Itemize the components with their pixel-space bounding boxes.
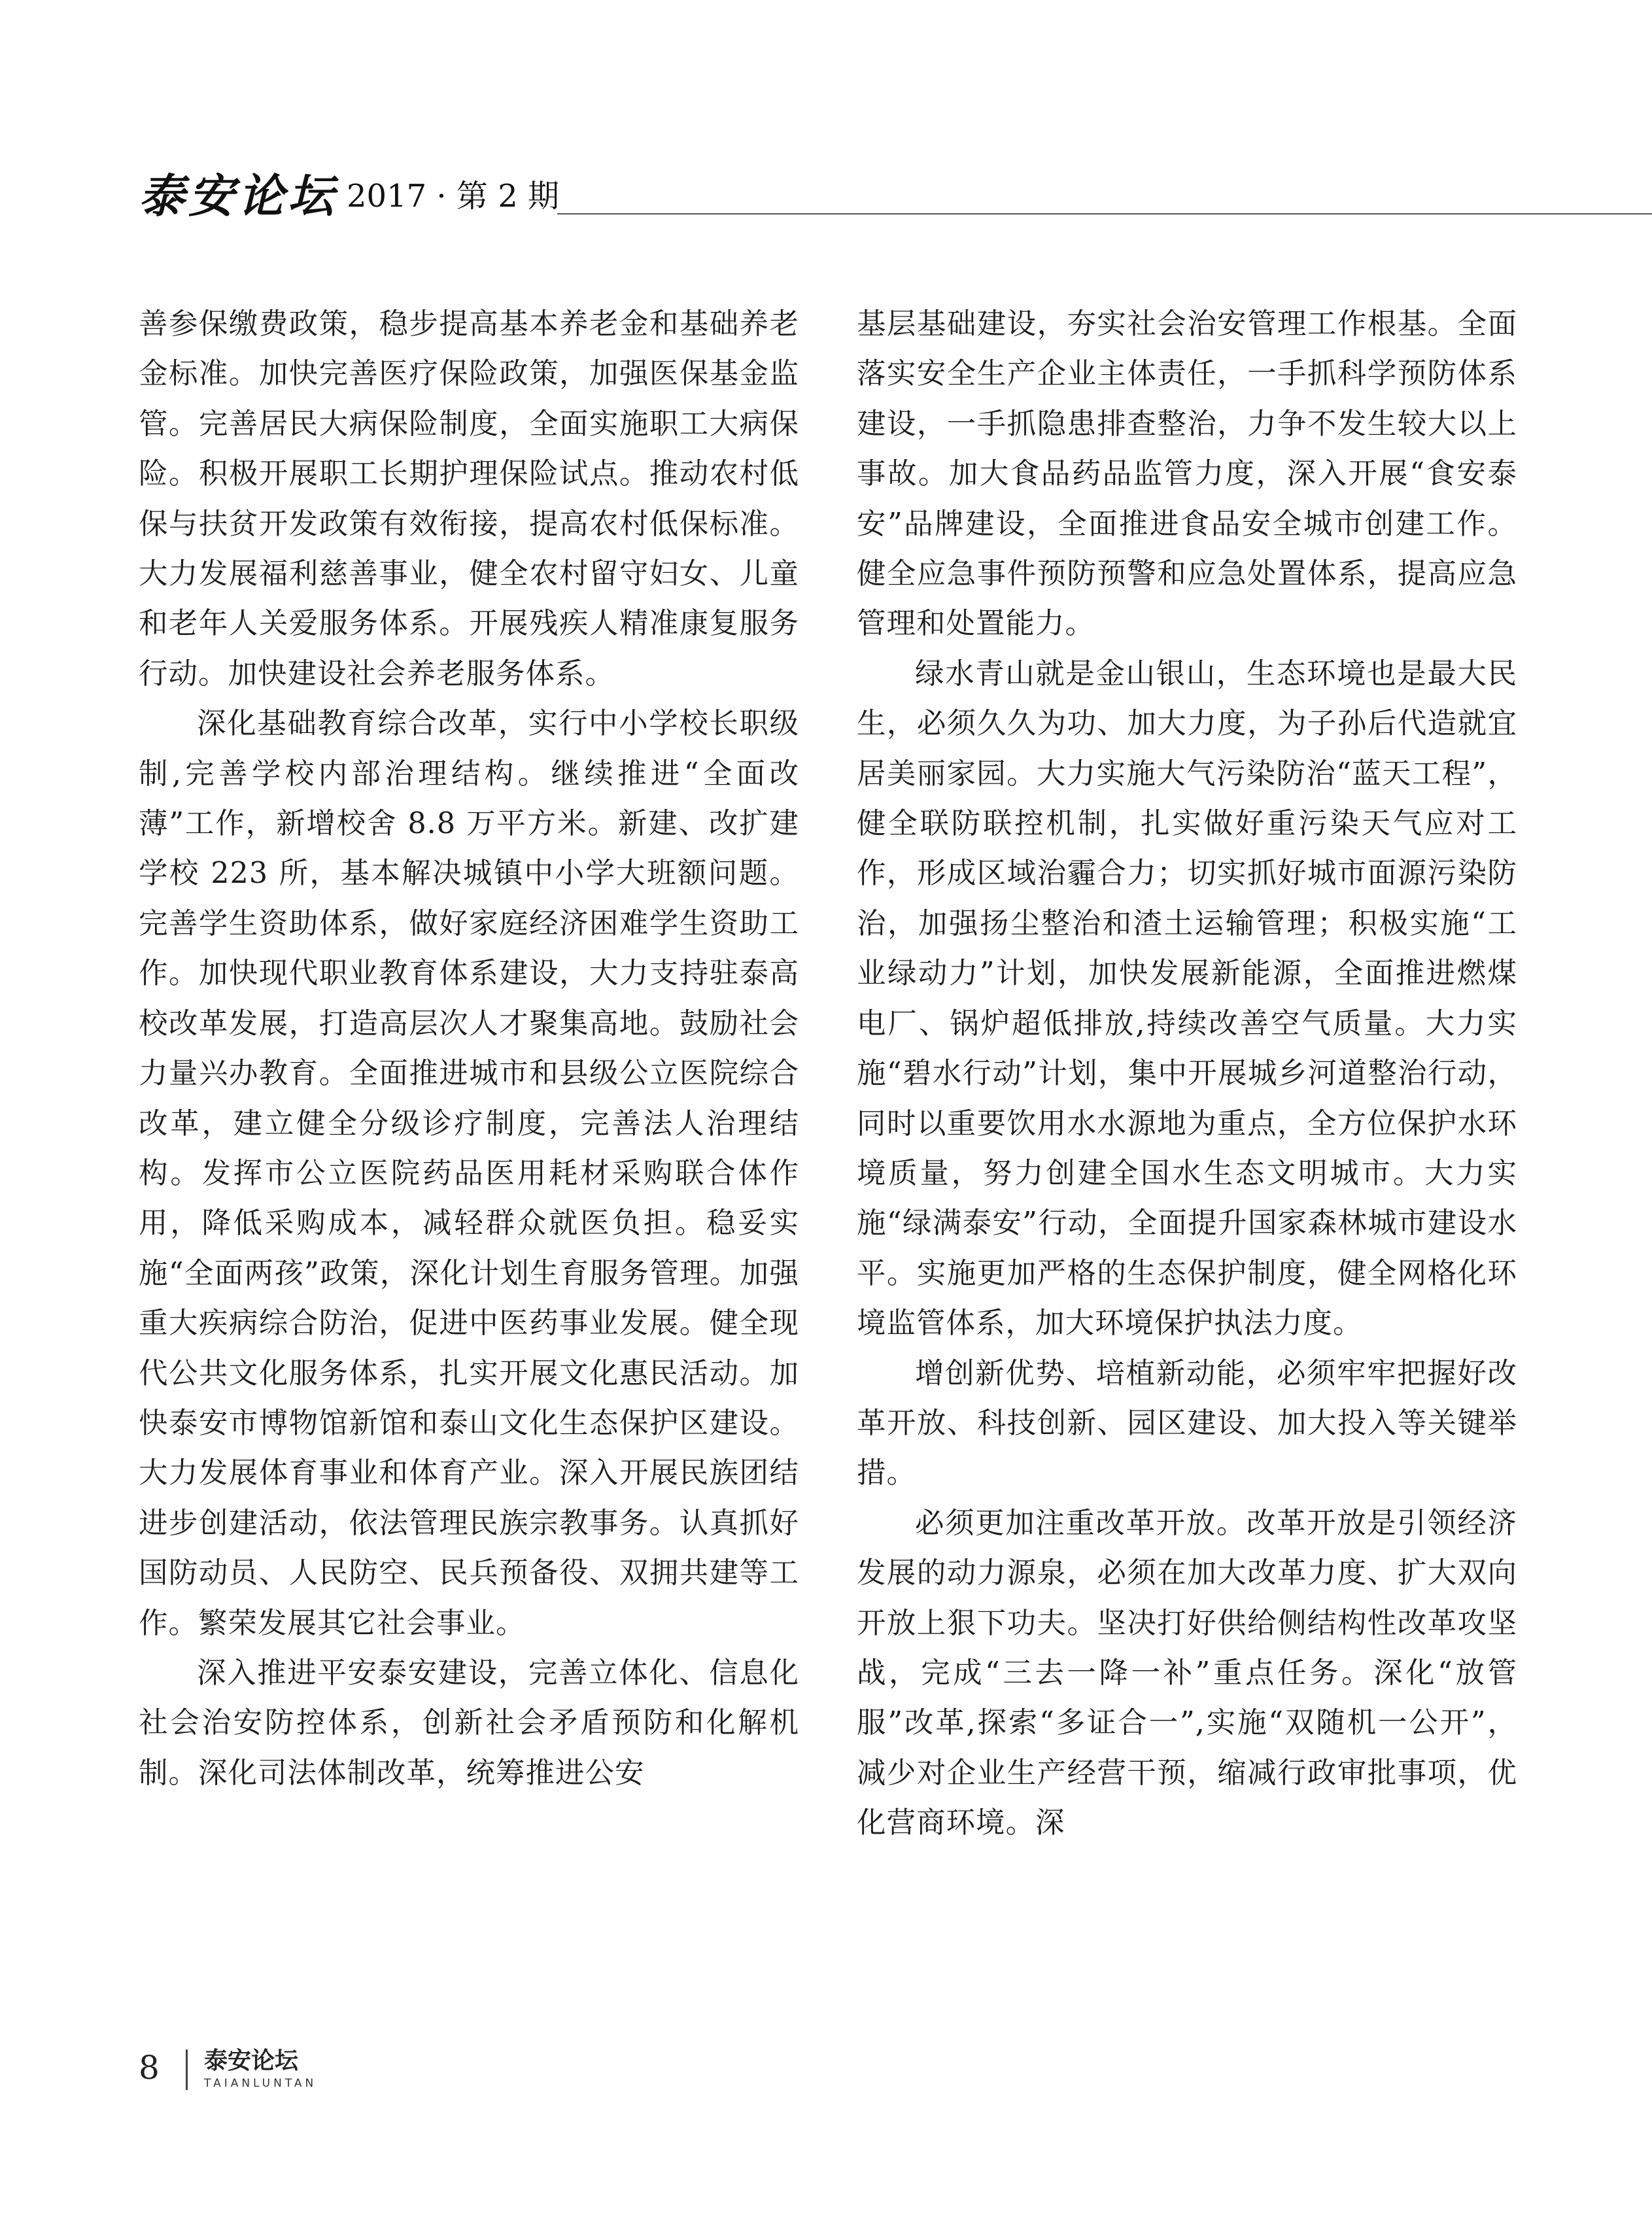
paragraph: 必须更加注重改革开放。改革开放是引领经济发展的动力源泉，必须在加大改革力度、扩大双向开放上狠下功夫。坚决打好供给侧结构性改革攻坚战，完成“三去一降一补”重点任务。深化“放管服”改革,探索“多证合一”,实施“双随机一公开”，减少对企业生产经营干预，缩减行政审批事项，优化营商环境。深 xyxy=(857,1506,1517,1840)
left-column xyxy=(139,300,799,1798)
footer-brand-pinyin: TAIANLUNTAN xyxy=(204,2077,317,2090)
page-number: 8 xyxy=(139,2049,160,2087)
right-column xyxy=(857,300,1517,1849)
paragraph: 基层基础建设，夯实社会治安管理工作根基。全面落实安全生产企业主体责任，一手抓科学预防体系建设，一手抓隐患排查整治，力争不发生较大以上事故。加大食品药品监管力度，深入开展“食安泰安”品牌建设，全面推进食品安全城市创建工作。健全应急事件预防预警和应急处置体系，提高应急管理和处置能力。 xyxy=(857,307,1517,641)
paragraph: 增创新优势、培植新动能，必须牢牢把握好改革开放、科技创新、园区建设、加大投入等关键举措。 xyxy=(857,1356,1517,1490)
footer-divider xyxy=(186,2049,188,2090)
issue-label: 2017 · 第 2 期 xyxy=(347,178,559,214)
paragraph: 绿水青山就是金山银山，生态环境也是最大民生，必须久久为功、加大力度，为子孙后代造就宜居美丽家园。大力实施大气污染防治“蓝天工程”，健全联防联控机制，扎实做好重污染天气应对工作，形成区域治霾合力；切实抓好城市面源污染防治，加强扬尘整治和渣土运输管理；积极实施“工业绿动力”计划，加快发展新能源，全面推进燃煤电厂、锅炉超低排放,持续改善空气质量。大力实施“碧水行动”计划，集中开展城乡河道整治行动，同时以重要饮用水水源地为重点，全方位保护水环境质量，努力创建全国水生态文明城市。大力实施“绿满泰安”行动，全面提升国家森林城市建设水平。实施更加严格的生态保护制度，健全网格化环境监管体系，加大环境保护执法力度。 xyxy=(857,657,1517,1341)
paragraph: 善参保缴费政策，稳步提高基本养老金和基础养老金标准。加快完善医疗保险政策，加强医保基金监管。完善居民大病保险制度，全面实施职工大病保险。积极开展职工长期护理保险试点。推动农村低保与扶贫开发政策有效衔接，提高农村低保标准。大力发展福利慈善事业，健全农村留守妇女、儿童和老年人关爱服务体系。开展残疾人精准康复服务行动。加快建设社会养老服务体系。 xyxy=(139,307,799,691)
paragraph: 深入推进平安泰安建设，完善立体化、信息化社会治安防控体系，创新社会矛盾预防和化解机制。深化司法体制改革，统筹推进公安 xyxy=(139,1656,799,1790)
masthead-title: 泰安论坛 xyxy=(139,169,337,223)
paragraph: 深化基础教育综合改革，实行中小学校长职级制,完善学校内部治理结构。继续推进“全面改薄”工作，新增校舍 8.8 万平方米。新建、改扩建学校 223 所，基本解决城镇中小学大班额问题。完善学生资助体系，做好家庭经济困难学生资助工作。加快现代职业教育体系建设，大力支持驻泰高校改革发展，打造高层次人才聚集高地。鼓励社会力量兴办教育。全面推进城市和县级公立医院综合改革，建立健全分级诊疗制度，完善法人治理结构。发挥市公立医院药品医用耗材采购联合体作用，降低采购成本，减轻群众就医负担。稳妥实施“全面两孩”政策，深化计划生育服务管理。加强重大疾病综合防治，促进中医药事业发展。健全现代公共文化服务体系，扎实开展文化惠民活动。加快泰安市博物馆新馆和泰山文化生态保护区建设。大力发展体育事业和体育产业。深入开展民族团结进步创建活动，依法管理民族宗教事务。认真抓好国防动员、人民防空、民兵预备役、双拥共建等工作。繁荣发展其它社会事业。 xyxy=(139,707,799,1640)
footer-brand: 泰安论坛 xyxy=(204,2047,299,2074)
page-header xyxy=(139,167,1525,226)
header-rule xyxy=(557,213,1652,214)
